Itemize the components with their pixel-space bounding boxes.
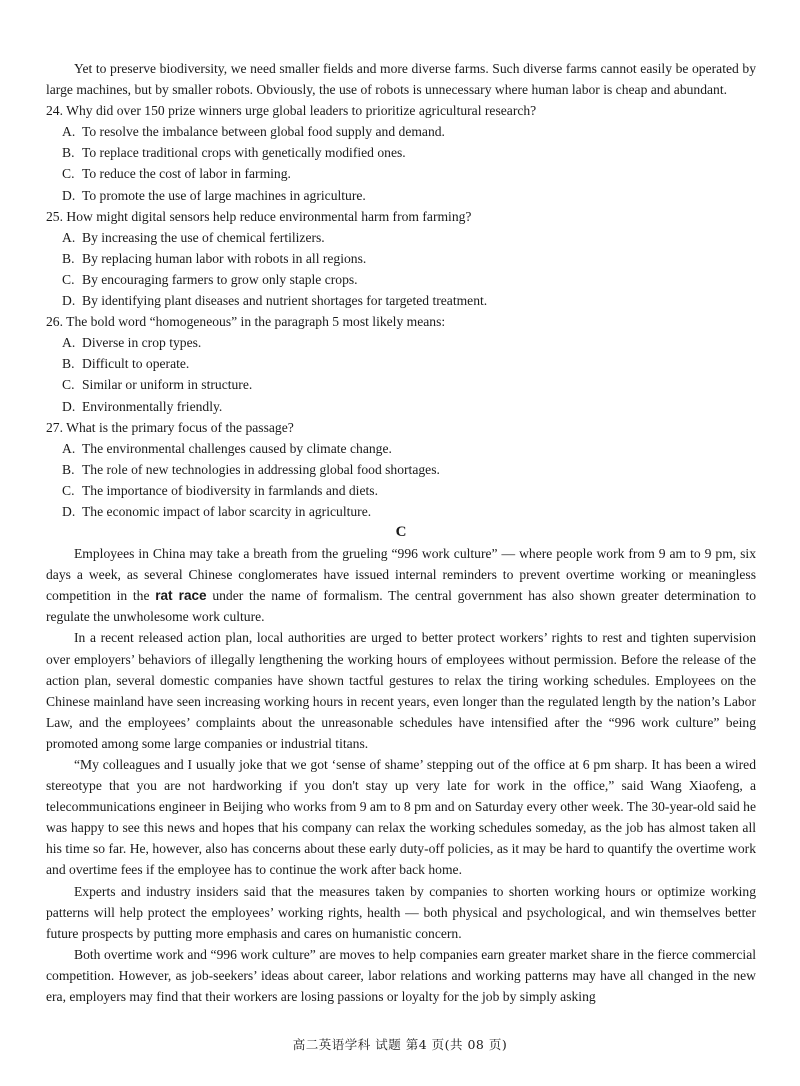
option-b[interactable] — [46, 353, 756, 374]
passage-c-paragraph-1 — [46, 543, 756, 627]
paragraph-text: Employees in China may take a breath from the grueling “996 work culture” — where people work from 9 am to 9 pm, six days a week, as several Chinese conglomerates have issued internal reminders to prevent overtime working or meaningless competition in the — [46, 546, 756, 604]
option-letter: A. — [62, 335, 76, 351]
question-24 — [46, 100, 756, 205]
passage-c-paragraph-2: In a recent released action plan, local authorities are urged to better protect workers’ rights to rest and tighten supervision over employers’ behaviors of illegally lengthening the working hours of employees without permission. Before the release of the action plan, several domestic companies have shown tactful gestures to relax the tiring working schedules. Employees on the Chinese mainland have seen increasing working hours in recent years, even longer than the regulated length by the nation’s Labor Law, and the employees’ complaints about the unreasonable schedules have intensified after the “996 work culture” being promoted among some large companies or industrial titans. — [46, 630, 756, 751]
option-letter: C. — [62, 271, 75, 287]
option-c[interactable] — [46, 480, 756, 501]
option-b[interactable] — [46, 459, 756, 480]
page-content — [46, 58, 756, 1007]
question-stem: 25. How might digital sensors help reduce environmental harm from farming? — [46, 208, 472, 224]
passage-c-paragraph-3: “My colleagues and I usually joke that we got ‘sense of shame’ stepping out of the office at 6 pm sharp. It has been a wired stereotype that you are not hardworking if you don't stay up very late for work in the office,” said Wang Xiaofeng, a telecommunications engineer in Beijing who works from 9 am to 8 pm and on Saturday every other week. The 30-year-old said he was happy to see this news and hopes that his company can relax the working schedules someday, as the job has almost taken all his time so far. He, however, also has concerns about these early duty-off policies, as it may be hard to quantify the overtime work and overtime fees if the employee has to continue the work after back home. — [46, 757, 756, 878]
option-text: Similar or uniform in structure. — [82, 377, 253, 393]
option-text: The importance of biodiversity in farmlands and diets. — [82, 482, 378, 498]
section-c-heading: C — [395, 524, 407, 541]
page-footer: 高二英语学科 试题 第4 页(共 08 页) — [292, 1037, 508, 1052]
option-text: By replacing human labor with robots in all regions. — [82, 250, 367, 266]
option-b[interactable] — [46, 248, 756, 269]
option-letter: B. — [62, 145, 75, 161]
option-c[interactable] — [46, 374, 756, 395]
passage-c-paragraph-5: Both overtime work and “996 work culture” are moves to help companies earn greater market share in the fierce commercial competition. However, as job-seekers’ ideas about career, labor relations and working patterns may have all changed in the new era, employers may find that their workers are losing passions or loyalty for the job by simply asking — [46, 946, 756, 1005]
option-a[interactable] — [46, 438, 756, 459]
option-text: To promote the use of large machines in agriculture. — [82, 187, 366, 203]
option-b[interactable] — [46, 142, 756, 163]
option-letter: D. — [62, 398, 76, 414]
option-text: The role of new technologies in addressing global food shortages. — [82, 461, 440, 477]
question-stem: 24. Why did over 150 prize winners urge global leaders to prioritize agricultural research? — [46, 103, 537, 119]
option-d[interactable] — [46, 501, 756, 522]
option-letter: B. — [62, 356, 75, 372]
option-c[interactable] — [46, 269, 756, 290]
option-letter: C. — [62, 166, 75, 182]
option-a[interactable] — [46, 332, 756, 353]
option-a[interactable] — [46, 121, 756, 142]
option-letter: D. — [62, 293, 76, 309]
option-text: The environmental challenges caused by climate change. — [82, 440, 392, 456]
bold-keyword: rat race — [155, 588, 207, 604]
question-stem: 26. The bold word “homogeneous” in the paragraph 5 most likely means: — [46, 314, 446, 330]
option-letter: B. — [62, 461, 75, 477]
option-d[interactable] — [46, 185, 756, 206]
option-letter: C. — [62, 482, 75, 498]
option-text: By increasing the use of chemical fertilizers. — [82, 229, 325, 245]
option-letter: D. — [62, 503, 76, 519]
option-text: To resolve the imbalance between global food supply and demand. — [82, 124, 445, 140]
option-text: To reduce the cost of labor in farming. — [82, 166, 291, 182]
option-d[interactable] — [46, 396, 756, 417]
option-letter: C. — [62, 377, 75, 393]
option-letter: A. — [62, 124, 76, 140]
option-text: By identifying plant diseases and nutrient shortages for targeted treatment. — [82, 293, 488, 309]
option-text: Diverse in crop types. — [82, 335, 202, 351]
option-a[interactable] — [46, 227, 756, 248]
option-d[interactable] — [46, 290, 756, 311]
option-letter: D. — [62, 187, 76, 203]
option-text: Environmentally friendly. — [82, 398, 223, 414]
passage-c-paragraph-4: Experts and industry insiders said that the measures taken by companies to shorten working hours or optimize working patterns will help protect the employees’ working rights, health — both physical and psychological, and win themselves better future prospects by putting more emphasis and cares on humanistic concern. — [46, 883, 756, 941]
passage-b-final-paragraph: Yet to preserve biodiversity, we need smaller fields and more diverse farms. Such diverse farms cannot easily be operated by large machines, but by smaller robots. Obviously, the use of robots is unnecessary where human labor is cheap and abundant. — [46, 61, 756, 98]
option-letter: B. — [62, 250, 75, 266]
option-text: The economic impact of labor scarcity in agriculture. — [82, 503, 372, 519]
question-stem: 27. What is the primary focus of the passage? — [46, 419, 294, 435]
option-text: By encouraging farmers to grow only staple crops. — [82, 271, 358, 287]
question-26 — [46, 311, 756, 416]
paragraph-text: under the name of formalism. The central government has also shown greater determination to regulate the unwholesome work culture. — [46, 588, 757, 625]
option-text: Difficult to operate. — [82, 356, 190, 372]
option-letter: A. — [62, 229, 76, 245]
question-25 — [46, 206, 756, 311]
option-c[interactable] — [46, 163, 756, 184]
question-27 — [46, 417, 756, 522]
option-letter: A. — [62, 440, 76, 456]
option-text: To replace traditional crops with genetically modified ones. — [82, 145, 406, 161]
